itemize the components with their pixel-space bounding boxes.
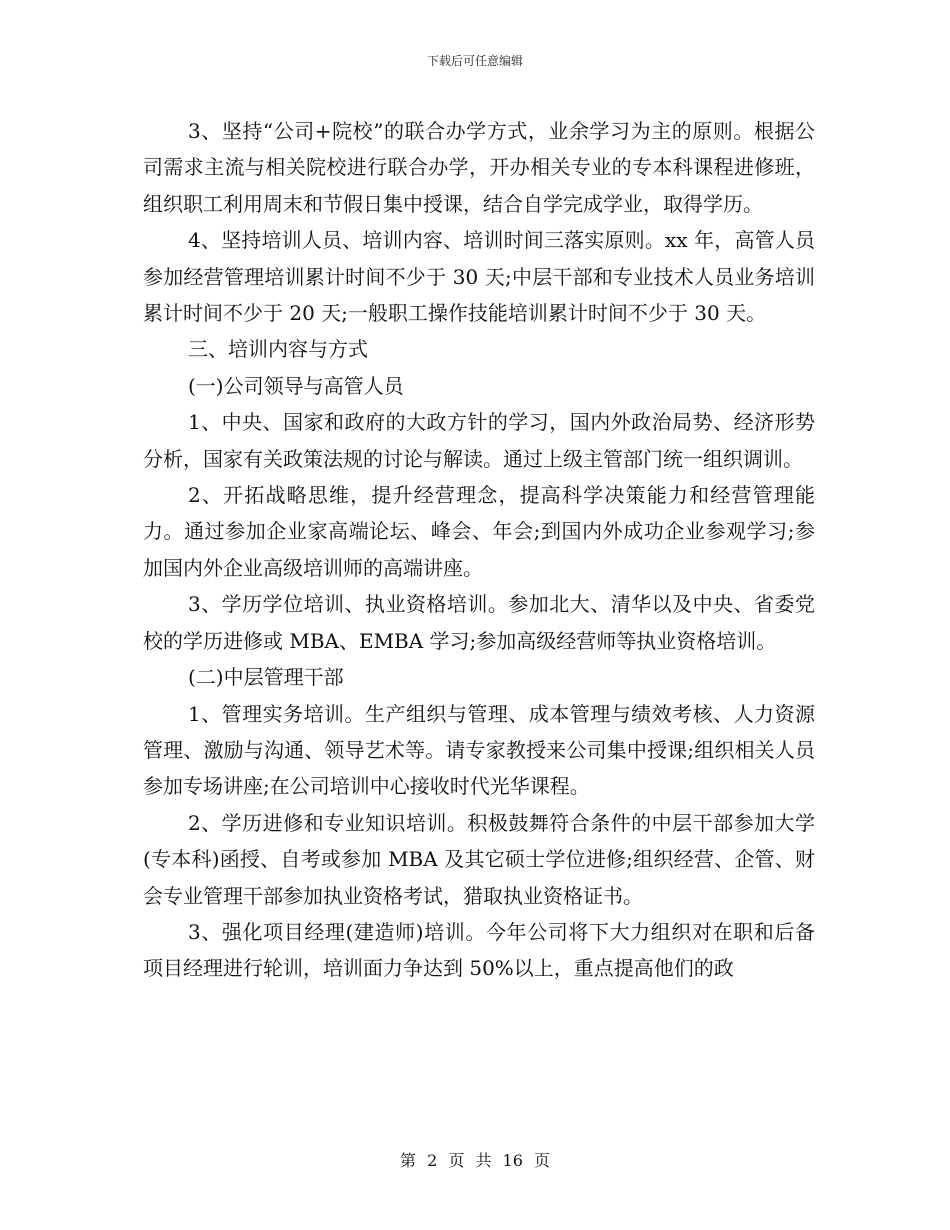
document-body bbox=[143, 113, 815, 987]
paragraph-principle-3: 3、坚持“公司+院校”的联合办学方式，业余学习为主的原则。根据公司需求主流与相关院校进行联合办学，开办相关专业的专本科课程进修班，组织职工利用周末和节假日集中授课，结合自学完成学业，取得学历。 bbox=[143, 119, 815, 216]
paragraph-leaders-2: 2、开拓战略思维，提升经营理念，提高科学决策能力和经营管理能力。通过参加企业家高端论坛、峰会、年会;到国内外成功企业参观学习;参加国内外企业高级培训师的高端讲座。 bbox=[143, 483, 815, 580]
paragraph-principle-4: 4、坚持培训人员、培训内容、培训时间三落实原则。xx 年，高管人员参加经营管理培训累计时间不少于 30 天;中层干部和专业技术人员业务培训累计时间不少于 20 天;一般职工操作技能培训累计时间不少于 30 天。 bbox=[143, 228, 815, 326]
section-heading-3: 三、培训内容与方式 bbox=[188, 337, 368, 362]
paragraph-middle-3: 3、强化项目经理(建造师)培训。今年公司将下大力组织对在职和后备项目经理进行轮训，培训面力争达到 50%以上，重点提高他们的政 bbox=[143, 919, 815, 981]
paragraph-middle-1: 1、管理实务培训。生产组织与管理、成本管理与绩效考核、人力资源管理、激励与沟通、领导艺术等。请专家教授来公司集中授课;组织相关人员参加专场讲座;在公司培训中心接收时代光华课程。 bbox=[143, 701, 815, 799]
paragraph-leaders-3: 3、学历学位培训、执业资格培训。参加北大、清华以及中央、省委党校的学历进修或 MBA、EMBA 学习;参加高级经营师等执业资格培训。 bbox=[143, 592, 815, 653]
subsection-heading-2: (二)中层管理干部 bbox=[188, 665, 344, 690]
paragraph-middle-2: 2、学历进修和专业知识培训。积极鼓舞符合条件的中层干部参加大学(专本科)函授、自考或参加 MBA 及其它硕士学位进修;组织经营、企管、财会专业管理干部参加执业资格考试，猎取执业资格证书。 bbox=[143, 810, 815, 908]
page-footer: 第 2 页 共 16 页 bbox=[400, 1151, 550, 1170]
subsection-heading-1: (一)公司领导与高管人员 bbox=[188, 373, 404, 398]
paragraph-leaders-1: 1、中央、国家和政府的大政方针的学习，国内外政治局势、经济形势分析，国家有关政策法规的讨论与解读。通过上级主管部门统一组织调训。 bbox=[143, 410, 815, 471]
page-header: 下载后可任意编辑 bbox=[426, 54, 523, 68]
